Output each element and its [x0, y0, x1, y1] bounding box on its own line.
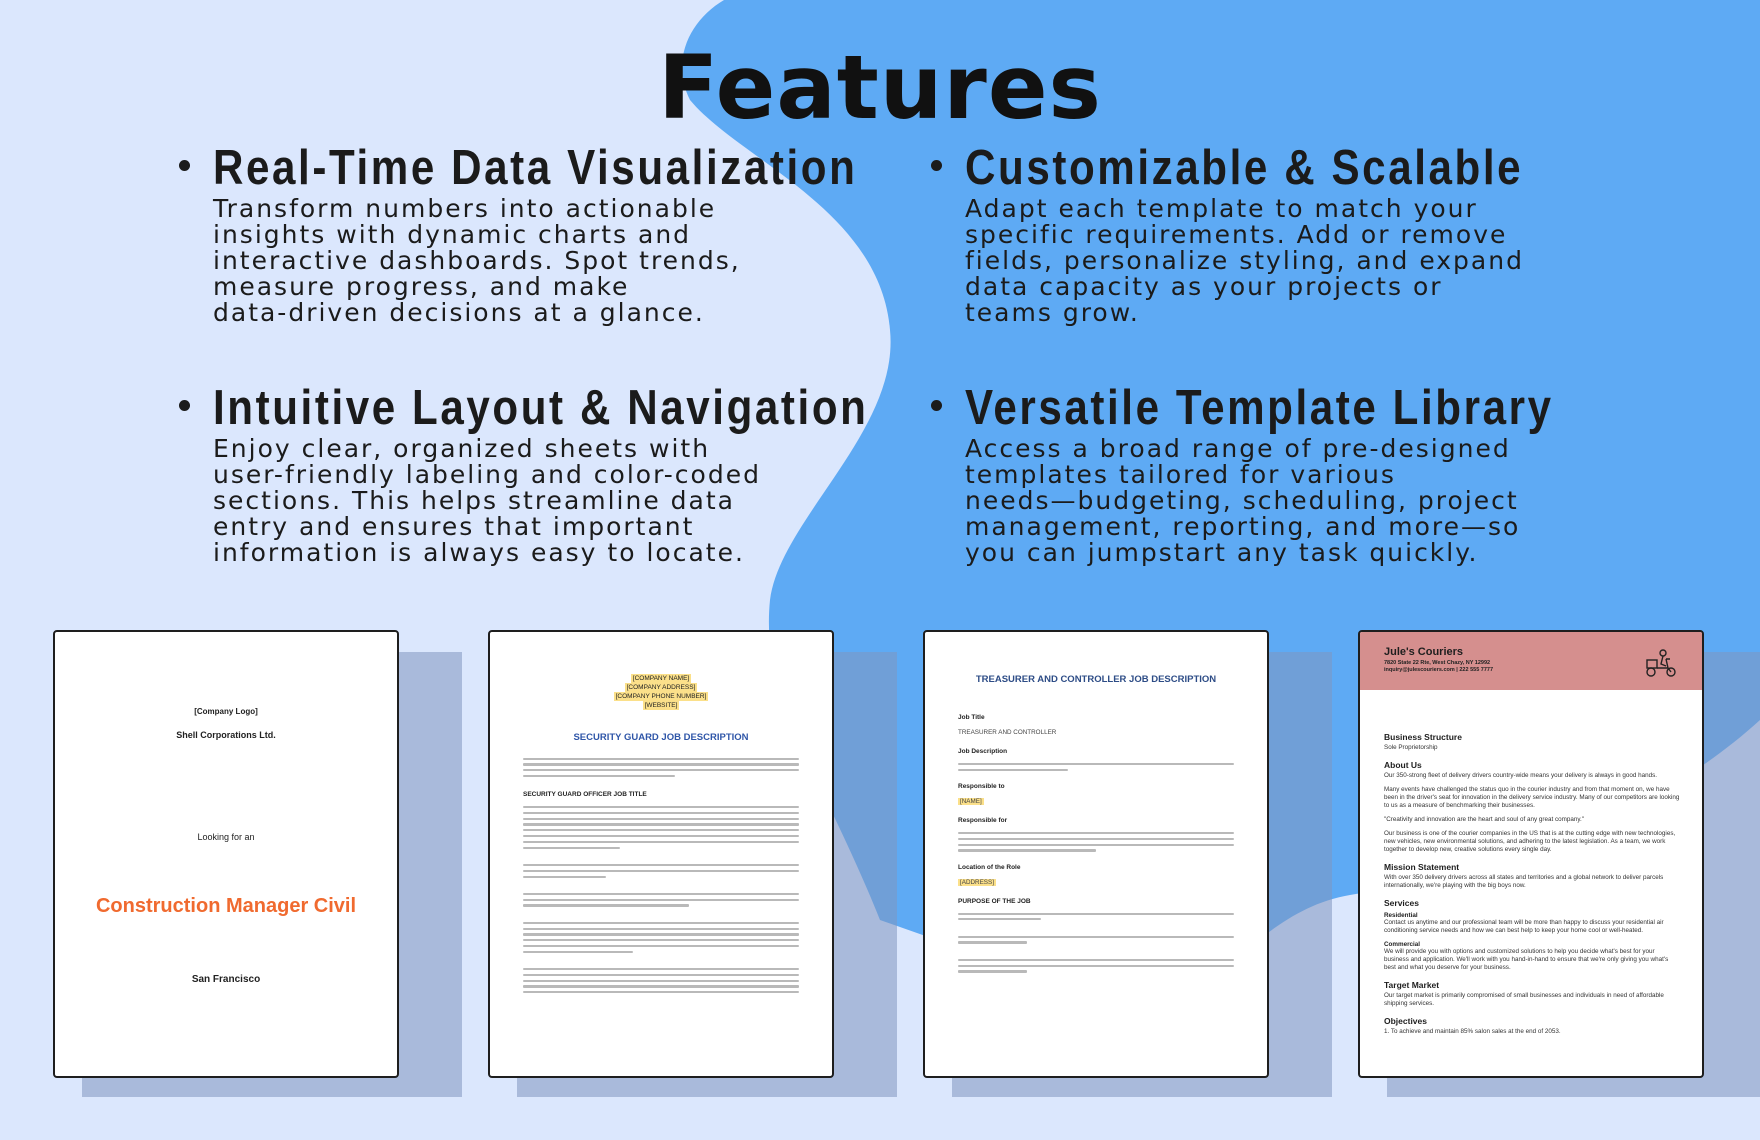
- template-preview-construction-manager[interactable]: [53, 630, 399, 1078]
- doc-body: Business Structure Sole Proprietorship About Us Our 350-strong fleet of delivery drivers country-wide means your delivery is always in good hands. Many events have challenged the status quo in the courier industry and from that moment on, we have been in the driver's seat for innovation in the delivery service industry. Many of our competitors are looking to us as a measure of benchmarking their businesses. "Creativity and innovation are the heart and soul of any great company." Our business is one of the courier companies in the US that is at the cutting edge with new technologies, new vehicles, new environmental solutions, and adhering to the latest legislation. As a team, we work together to develop new, creative solutions every single day. Mission Statement With over 350 delivery drivers across all states and territories and a global network to deliver parcels internationally, we're playing with the big boys now. Services Residential Contact us anytime and our professional team will be more than happy to discuss your residential air conditioning service needs and how we can best help to keep your home cool or well-heated. Commercial We will provide you with options and customized solutions to help you decide what's best for your business and application. We'll work with you hand-in-hand to ensure that we're only giving you what's best and what you deserve for your business. Target Market Our target market is primarily compromised of small businesses and individuals in need of affordable shipping services. Objectives 1. To achieve and maintain 85% salon sales at the end of 2053.: [1384, 732, 1680, 1035]
- company-contact: 7820 State 22 Rte, West Chazy, NY 12992 inquiry@julescouriers.com | 222 555 7777: [1384, 660, 1494, 673]
- company-header: [COMPANY NAME] [COMPANY ADDRESS] [COMPANY PHONE NUMBER] [WEBSITE]: [615, 675, 707, 709]
- feature-heading: Versatile Template Library: [965, 381, 1554, 435]
- doc-body: [523, 754, 799, 997]
- company-name: Jule's Couriers: [1384, 646, 1464, 658]
- doc-title: SECURITY GUARD JOB DESCRIPTION: [573, 732, 749, 743]
- job-role-title: Construction Manager Civil: [95, 895, 357, 917]
- feature-real-time-data-visualization: [213, 140, 962, 326]
- feature-heading: Customizable & Scalable: [965, 141, 1524, 195]
- bullet-icon: [179, 160, 190, 171]
- company-logo-placeholder: [Company Logo]: [194, 707, 258, 716]
- feature-versatile-template-library: [965, 380, 1649, 566]
- feature-heading: Real-Time Data Visualization: [213, 141, 858, 195]
- bullet-icon: [931, 160, 942, 171]
- company-name: Shell Corporations Ltd.: [176, 730, 276, 740]
- template-preview-jules-couriers[interactable]: [1358, 630, 1704, 1078]
- template-preview-treasurer-controller[interactable]: [923, 630, 1269, 1078]
- feature-description: Transform numbers into actionable insights with dynamic charts and interactive dashboards. Spot trends, measure progress, and make data-driven decisions at a glance.: [213, 194, 741, 327]
- doc-subtitle: SECURITY GUARD OFFICER JOB TITLE: [523, 791, 647, 799]
- bullet-icon: [931, 400, 942, 411]
- job-city: San Francisco: [191, 974, 261, 985]
- bullet-icon: [179, 400, 190, 411]
- feature-description: Adapt each template to match your specific requirements. Add or remove fields, personalize styling, and expand data capacity as your projects or teams grow.: [965, 194, 1524, 327]
- feature-description: Enjoy clear, organized sheets with user-friendly labeling and color-coded sections. This helps streamline data entry and ensures that important information is always easy to locate.: [213, 434, 761, 567]
- courier-scooter-icon: [1644, 648, 1678, 678]
- template-preview-security-guard[interactable]: [488, 630, 834, 1078]
- feature-customizable-scalable: [965, 140, 1614, 326]
- feature-heading: Intuitive Layout & Navigation: [213, 381, 869, 435]
- doc-title: TREASURER AND CONTROLLER JOB DESCRIPTION: [975, 674, 1217, 685]
- doc-body: Job Title TREASURER AND CONTROLLER Job Description Responsible to [NAME] Responsible for Location of the Role [ADDRESS] PURPOSE OF THE JOB: [958, 702, 1234, 976]
- feature-intuitive-layout: [213, 380, 975, 566]
- feature-description: Access a broad range of pre-designed templates tailored for various needs—budgeting, scheduling, project management, reporting, and more—so you can jumpstart any task quickly.: [965, 434, 1521, 567]
- page-title: Features: [658, 36, 1102, 139]
- looking-for-text: Looking for an: [197, 832, 255, 842]
